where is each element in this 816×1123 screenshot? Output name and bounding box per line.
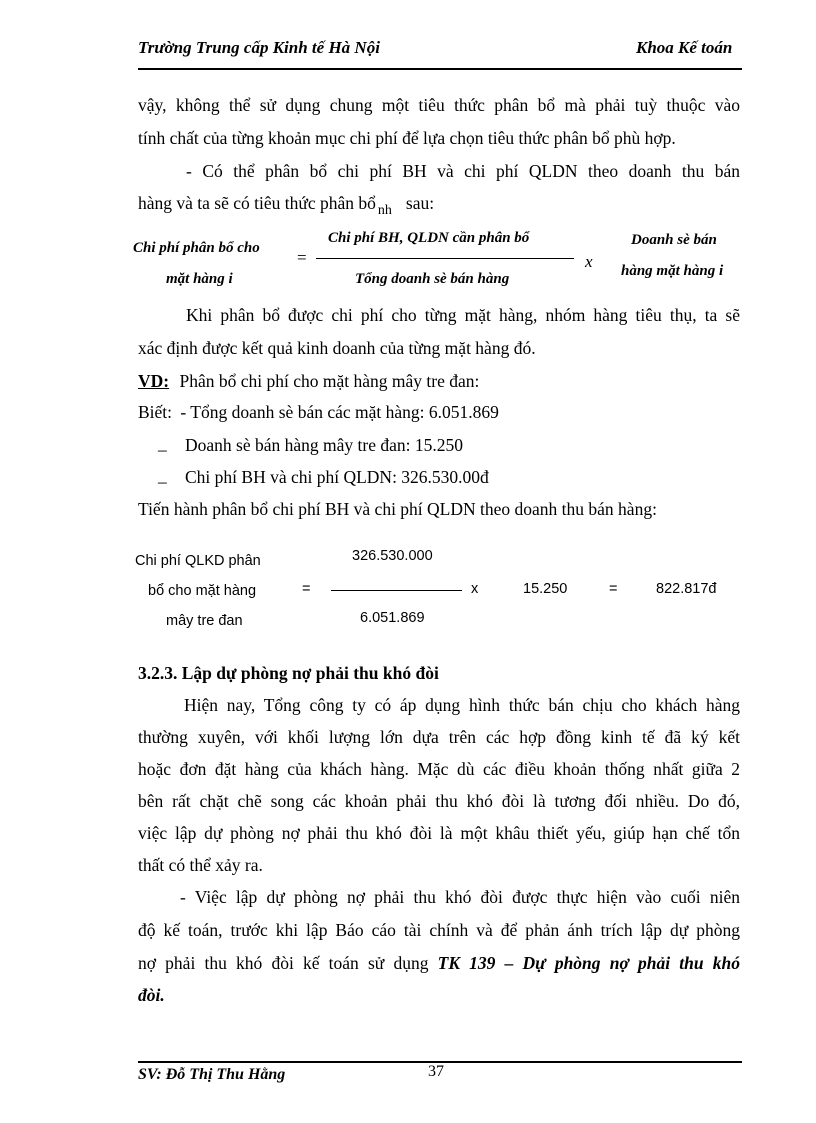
formula2-equals: = — [302, 581, 311, 597]
para1-line2: tính chất của từng khoản mục chi phí để lựa chọn tiêu thức phân bổ phù hợp. — [138, 128, 676, 148]
header-rule — [138, 68, 742, 70]
para4-line3: hoặc đơn đặt hàng của khách hàng. Mặc dù các điều khoản thống nhất giữa 2 — [138, 759, 740, 779]
given-line1 — [138, 401, 740, 423]
para4-line5: việc lập dự phòng nợ phải thu khó đòi là một khâu thiết yếu, giúp hạn chế tổn — [138, 823, 740, 843]
para4-line6: thất có thể xảy ra. — [138, 855, 263, 875]
formula1-lhs-line2: mặt hàng i — [166, 271, 233, 287]
given-label: Biết: — [138, 402, 173, 422]
example-label: VD: — [138, 371, 170, 391]
bullet-2: _ — [158, 465, 167, 485]
para2-text: hàng và ta sẽ có tiêu thức phân bổ — [138, 193, 376, 213]
para5-line1: - Việc lập dự phòng nợ phải thu khó đòi được thực hiện vào cuối niên — [180, 887, 740, 907]
formula2-equals2: = — [609, 581, 618, 597]
para4-line2: thường xuyên, với khối lượng lớn dựa trên các hợp đồng kinh tế đã ký kết — [138, 727, 740, 747]
para5-line4: đòi. — [138, 985, 165, 1005]
example-heading — [138, 370, 740, 392]
page-number: 37 — [428, 1063, 444, 1080]
formula2-fraction-bar — [331, 590, 462, 591]
para5-account-ref: TK 139 – Dự phòng nợ phải thu khó — [437, 953, 741, 973]
formula2-lhs-line2: bổ cho mặt hàng — [148, 583, 257, 599]
formula1-rhs-line1: Doanh sè bán — [631, 232, 717, 248]
given-bamboo-sales: Doanh sè bán hàng mây tre đan: 15.250 — [185, 435, 463, 455]
given-total-sales: - Tổng doanh sè bán các mặt hàng: 6.051.869 — [180, 402, 499, 422]
para2-subscript: nh — [377, 203, 392, 218]
para5-line2: độ kế toán, trước khi lập Báo cáo tài chính và để phản ánh trích lập dự phòng — [138, 920, 740, 940]
para3-line2: xác định được kết quả kinh doanh của từng mặt hàng đó. — [138, 338, 536, 358]
para5-line3 — [138, 952, 740, 974]
formula2-result: 822.817đ — [656, 581, 717, 597]
para4-line4: bên rất chặt chẽ song các khoản phải thu khó đòi là tương đối nhiều. Do đó, — [138, 791, 740, 811]
formula2-times: x — [471, 581, 479, 597]
para1-line1: vậy, không thể sử dụng chung một tiêu thức phân bổ mà phải tuỳ thuộc vào — [138, 95, 740, 115]
given-costs: Chi phí BH và chi phí QLDN: 326.530.00đ — [185, 467, 489, 487]
formula1-fraction-bar — [316, 258, 574, 259]
para5-plain: nợ phải thu khó đòi kế toán sử dụng — [138, 953, 429, 973]
para2-line2 — [138, 192, 740, 217]
formula1-denominator: Tổng doanh sè bán hàng — [355, 271, 510, 287]
para4-line1: Hiện nay, Tổng công ty có áp dụng hình thức bán chịu cho khách hàng — [184, 695, 740, 715]
formula1-equals: = — [297, 248, 307, 267]
para2-end: sau: — [405, 193, 435, 213]
header-department: Khoa Kế toán — [636, 38, 733, 57]
para3-line1: Khi phân bổ được chi phí cho từng mặt hàng, nhóm hàng tiêu thụ, ta sẽ — [186, 305, 740, 325]
proceed-text: Tiến hành phân bổ chi phí BH và chi phí QLDN theo doanh thu bán hàng: — [138, 499, 657, 519]
bullet-1: _ — [158, 433, 167, 453]
para2-line1: - Có thể phân bổ chi phí BH và chi phí QLDN theo doanh thu bán — [186, 161, 740, 181]
header-school: Trường Trung cấp Kinh tế Hà Nội — [138, 38, 380, 57]
formula1-rhs-line2: hàng mặt hàng i — [621, 263, 724, 279]
formula2-factor: 15.250 — [523, 581, 568, 597]
formula1-times: x — [585, 252, 593, 271]
formula2-numerator: 326.530.000 — [352, 548, 433, 564]
section-title: 3.2.3. Lập dự phòng nợ phải thu khó đòi — [138, 663, 439, 683]
formula2-denominator: 6.051.869 — [360, 610, 425, 626]
formula1-lhs-line1: Chi phí phân bổ cho — [133, 240, 260, 256]
formula2-lhs-line3: mây tre đan — [166, 613, 243, 629]
formula2-lhs-line1: Chi phí QLKD phân — [135, 553, 261, 569]
formula1-numerator: Chi phí BH, QLDN cần phân bổ — [328, 230, 530, 246]
footer-author: SV: Đỗ Thị Thu Hằng — [138, 1066, 286, 1083]
example-text: Phân bổ chi phí cho mặt hàng mây tre đan: — [179, 371, 480, 391]
